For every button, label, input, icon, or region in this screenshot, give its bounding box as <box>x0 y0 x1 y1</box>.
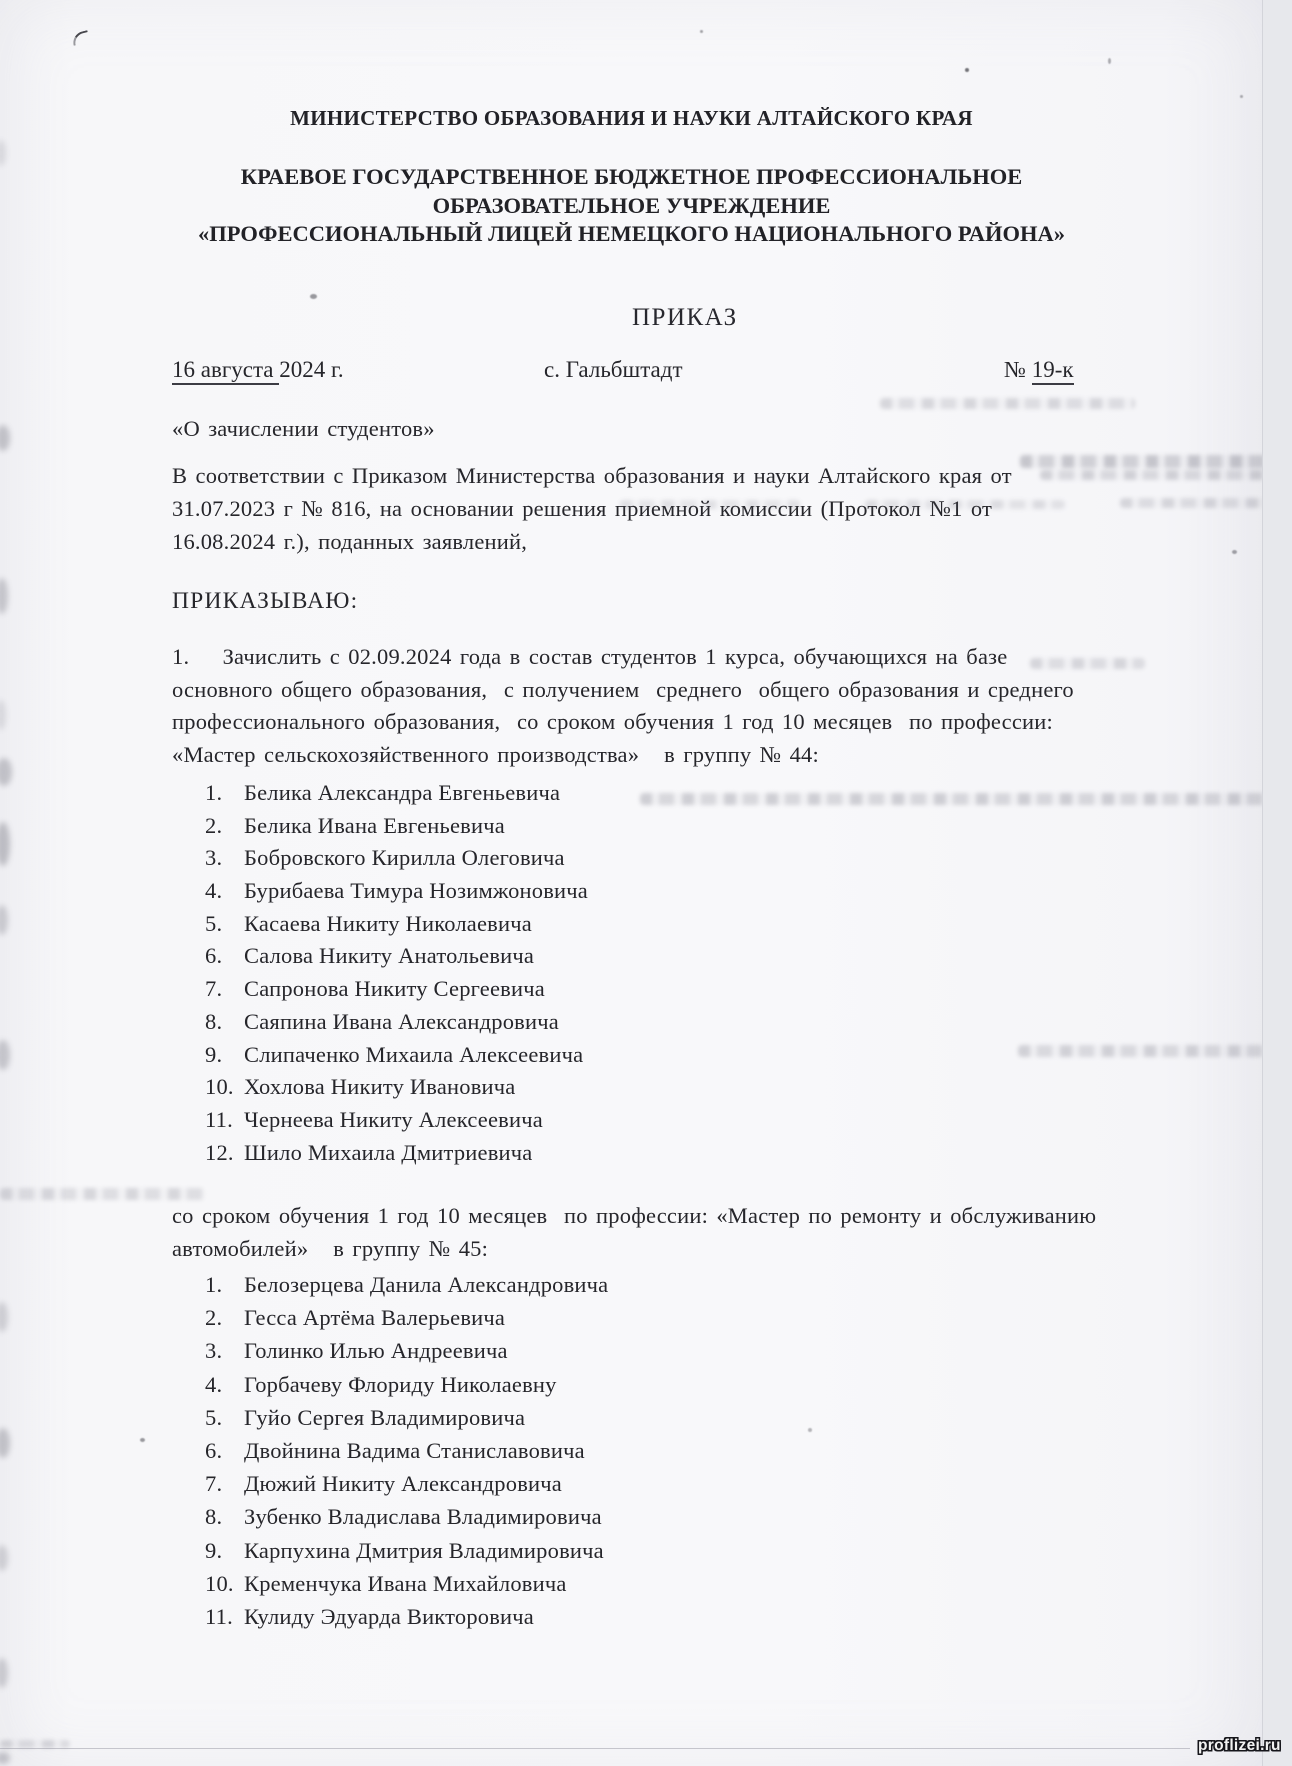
student-name: Белика Александра Евгеньевича <box>244 780 561 805</box>
student-name: Голинко Илью Андреевича <box>244 1338 508 1364</box>
student-list-item <box>205 1368 608 1401</box>
student-list-item <box>205 1071 588 1104</box>
document-type-title: ПРИКАЗ <box>632 304 738 331</box>
scan-speck <box>1240 95 1243 98</box>
scan-edge-mark <box>0 1428 10 1458</box>
student-name: Гесса Артёма Валерьевича <box>244 1305 506 1331</box>
student-name: Кулиду Эдуарда Викторовича <box>244 1603 534 1629</box>
list-item-number: 7. <box>205 1471 223 1497</box>
student-name: Гуйо Сергея Владимировича <box>244 1404 526 1430</box>
list-item-number: 2. <box>205 1305 223 1331</box>
student-name: Сапронова Никиту Сергеевича <box>244 976 545 1002</box>
scan-edge-mark <box>0 1658 8 1688</box>
list-item-number: 3. <box>205 1338 223 1364</box>
group-44-student-list <box>205 777 588 1169</box>
institution-line-1: КРАЕВОЕ ГОСУДАРСТВЕННОЕ БЮДЖЕТНОЕ ПРОФЕССИОНАЛЬНОЕ <box>240 164 1023 189</box>
scan-smudge <box>880 398 1135 409</box>
preamble-line: 31.07.2023 г № 816, на основании решения приемной комиссии (Протокол №1 от <box>172 496 993 521</box>
clause-1-line: «Мастер сельскохозяйственного производства» в группу № 44: <box>172 741 819 767</box>
list-item-number: 10. <box>205 1074 234 1100</box>
scan-fold-line <box>0 1748 1190 1749</box>
list-item-number: 8. <box>205 1504 223 1530</box>
list-item-number: 6. <box>205 943 223 969</box>
student-name: Двойнина Вадима Станиславовича <box>244 1437 585 1463</box>
preamble-line: В соответствии с Приказом Министерства образования и науки Алтайского края от <box>172 463 1012 488</box>
list-item-number: 3. <box>205 845 223 871</box>
student-name: Карпухина Дмитрия Владимировича <box>244 1537 604 1563</box>
list-item-number: 4. <box>205 1371 223 1397</box>
clause-2-line: автомобилей» в группу № 45: <box>172 1236 489 1261</box>
clause-1 <box>172 641 1142 771</box>
student-list-item <box>205 810 588 843</box>
student-name: Бобровского Кирилла Олеговича <box>244 845 565 871</box>
student-list-item <box>205 1268 608 1301</box>
institution-name <box>0 163 1263 249</box>
scan-edge-mark <box>0 822 10 866</box>
scan-smudge <box>865 500 1065 509</box>
scan-edge-mark <box>0 425 10 451</box>
order-number-sign: № <box>1004 357 1032 382</box>
student-list-item <box>205 1334 608 1367</box>
clause-1-line: профессионального образования, со сроком обучения 1 год 10 месяцев по профессии: <box>172 709 1053 734</box>
order-date-year: 2024 г. <box>279 357 344 382</box>
list-item-number: 5. <box>205 1404 223 1430</box>
student-list-item <box>205 1039 588 1072</box>
student-list-item <box>205 1600 608 1633</box>
student-list-item <box>205 1301 608 1334</box>
list-item-number: 1. <box>205 780 223 805</box>
scan-smudge <box>1030 658 1145 669</box>
scan-speck <box>1232 550 1237 554</box>
scan-speck <box>310 294 317 299</box>
student-list-item <box>205 1137 588 1170</box>
student-name: Хохлова Никиту Ивановича <box>244 1074 516 1100</box>
student-name: Слипаченко Михаила Алексеевича <box>244 1041 584 1067</box>
scan-speck <box>1108 58 1111 64</box>
scan-edge-mark <box>0 1040 10 1070</box>
student-name: Зубенко Владислава Владимировича <box>244 1504 602 1530</box>
scan-edge-mark <box>0 700 6 730</box>
institution-line-3: «ПРОФЕССИОНАЛЬНЫЙ ЛИЦЕЙ НЕМЕЦКОГО НАЦИОНАЛЬНОГО РАЙОНА» <box>197 221 1066 246</box>
student-list-item <box>205 973 588 1006</box>
order-date <box>172 357 344 383</box>
student-name: Салова Никиту Анатольевича <box>244 943 535 969</box>
scan-edge-mark <box>0 758 12 786</box>
preamble-line: 16.08.2024 г.), поданных заявлений, <box>172 529 528 554</box>
pen-mark <box>71 30 90 46</box>
order-subject: «О зачислении студентов» <box>172 416 435 441</box>
scan-smudge <box>0 1188 205 1200</box>
student-list-item <box>205 908 588 941</box>
student-name: Кременчука Ивана Михайловича <box>244 1570 567 1596</box>
student-name: Белозерцева Данила Александровича <box>244 1272 609 1297</box>
scan-smudge <box>640 793 1290 805</box>
list-item-number: 2. <box>205 812 223 838</box>
scan-smudge <box>0 1740 70 1748</box>
site-watermark: proflizei.ru <box>1198 1737 1281 1754</box>
scan-smudge <box>1120 498 1285 508</box>
student-name: Бурибаева Тимура Нозимжоновича <box>244 878 588 904</box>
student-name: Шило Михаила Дмитриевича <box>244 1139 533 1165</box>
order-number-value: 19-к <box>1032 357 1074 385</box>
student-list-item <box>205 1467 608 1500</box>
list-item-number: 8. <box>205 1008 223 1034</box>
scan-edge-mark <box>0 1545 8 1571</box>
clause-2-line: со сроком обучения 1 год 10 месяцев по профессии: «Мастер по ремонту и обслуживанию <box>172 1203 1097 1228</box>
student-list-item <box>205 1567 608 1600</box>
list-item-number: 6. <box>205 1437 223 1463</box>
student-list-item <box>205 1401 608 1434</box>
scan-speck <box>700 30 703 33</box>
list-item-number: 11. <box>205 1106 233 1132</box>
list-item-number: 7. <box>205 976 223 1002</box>
ministry-name: МИНИСТЕРСТВО ОБРАЗОВАНИЯ И НАУКИ АЛТАЙСКОГО КРАЯ <box>290 106 973 130</box>
student-list-item <box>205 777 588 810</box>
list-item-number: 9. <box>205 1537 223 1563</box>
group-45-student-list <box>205 1268 608 1633</box>
student-list-item <box>205 875 588 908</box>
list-item-number: 10. <box>205 1570 234 1596</box>
clause-1-line: 1. Зачислить с 02.09.2024 года в состав студентов 1 курса, обучающихся на базе <box>172 644 1008 669</box>
scan-smudge <box>620 500 800 509</box>
scan-smudge <box>1040 470 1275 480</box>
student-list-item <box>205 1434 608 1467</box>
student-name: Дюжий Никиту Александровича <box>244 1471 562 1497</box>
list-item-number: 1. <box>205 1272 223 1297</box>
scan-smudge <box>1018 1045 1290 1057</box>
student-list-item <box>205 1006 588 1039</box>
scan-smudge <box>1020 455 1275 468</box>
scan-edge-mark <box>0 1752 10 1764</box>
student-list-item <box>205 1500 608 1533</box>
student-list-item <box>205 1534 608 1567</box>
order-number <box>1004 357 1074 383</box>
student-name: Чернеева Никиту Алексеевича <box>244 1106 543 1132</box>
student-name: Касаева Никиту Николаевича <box>244 910 532 936</box>
institution-line-2: ОБРАЗОВАТЕЛЬНОЕ УЧРЕЖДЕНИЕ <box>432 192 831 218</box>
scan-speck <box>965 68 969 72</box>
student-list-item <box>205 940 588 973</box>
scan-edge-mark <box>0 1302 8 1332</box>
order-date-underlined: 16 августа <box>172 357 279 385</box>
scan-speck <box>140 1438 145 1442</box>
list-item-number: 4. <box>205 878 223 904</box>
student-list-item <box>205 842 588 875</box>
clause-1-line: основного общего образования, с получением среднего общего образования и среднего <box>172 676 1074 702</box>
student-name: Горбачеву Флориду Николаевну <box>244 1371 557 1397</box>
list-item-number: 5. <box>205 910 223 936</box>
student-list-item <box>205 1104 588 1137</box>
scanner-background <box>1262 0 1292 1766</box>
scan-speck <box>808 1428 812 1432</box>
resolution-word: ПРИКАЗЫВАЮ: <box>172 588 359 614</box>
order-place: с. Гальбштадт <box>544 357 683 382</box>
clause-2 <box>172 1199 1142 1265</box>
scan-edge-mark <box>0 578 8 614</box>
scan-edge-mark <box>0 905 8 935</box>
list-item-number: 12. <box>205 1139 234 1165</box>
student-name: Белика Ивана Евгеньевича <box>244 812 505 838</box>
list-item-number: 9. <box>205 1041 223 1067</box>
student-name: Саяпина Ивана Александровича <box>244 1008 559 1034</box>
list-item-number: 11. <box>205 1603 233 1629</box>
